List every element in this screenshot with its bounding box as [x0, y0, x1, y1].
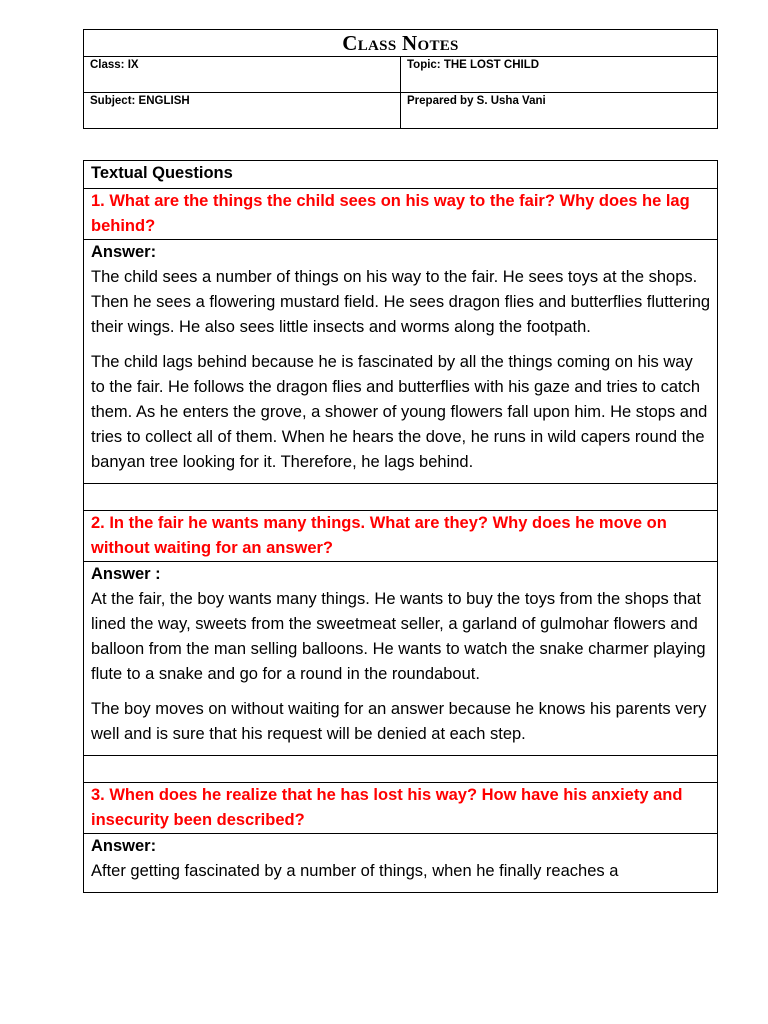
answer-paragraph: The child sees a number of things on his way to the fair. He sees toys at the shops. Then he sees a flowering mustard field. He sees dragon flies and butterflies fluttering their wings. He also sees little insects and worms along the footpath. [91, 268, 711, 336]
section-heading: Textual Questions [84, 161, 718, 189]
prepared-by-cell: Prepared by S. Usha Vani [401, 93, 718, 129]
header-table [83, 29, 718, 129]
answer-paragraph: The child lags behind because he is fascinated by all the things coming on his way to the fair. He follows the dragon flies and butterflies with his gaze and tries to catch them. As he enters the grove, a shower of young flowers fall upon him. He stops and tries to collect all of them. When he hears the dove, he runs in wild capers round the banyan tree looking for it. Therefore, he lags behind. [91, 353, 708, 471]
answer-label: Answer: [91, 837, 157, 855]
subject-cell: Subject: ENGLISH [84, 93, 401, 129]
answer-label: Answer : [91, 565, 161, 583]
answer-2 [84, 562, 718, 756]
answer-1 [84, 240, 718, 484]
class-cell: Class: IX [84, 57, 401, 93]
topic-cell: Topic: THE LOST CHILD [401, 57, 718, 93]
empty-row [84, 484, 718, 511]
empty-row [84, 756, 718, 783]
answer-label: Answer: [91, 243, 157, 261]
answer-paragraph: After getting fascinated by a number of things, when he finally reaches a [91, 862, 619, 880]
question-1: 1. What are the things the child sees on his way to the fair? Why does he lag behind? [84, 189, 718, 240]
question-3: 3. When does he realize that he has lost his way? How have his anxiety and insecurity been described? [84, 783, 718, 834]
question-2: 2. In the fair he wants many things. What are they? Why does he move on without waiting for an answer? [84, 511, 718, 562]
document-title: Class Notes [84, 30, 718, 57]
answer-paragraph: The boy moves on without waiting for an answer because he knows his parents very well and is sure that his request will be denied at each step. [91, 700, 707, 743]
answer-3 [84, 834, 718, 893]
answer-paragraph: At the fair, the boy wants many things. He wants to buy the toys from the shops that lined the way, sweets from the sweetmeat seller, a garland of gulmohar flowers and balloon from the man selling balloons. He wants to watch the snake charmer playing flute to a snake and go for a round in the roundabout. [91, 590, 706, 683]
qa-table [83, 160, 718, 893]
